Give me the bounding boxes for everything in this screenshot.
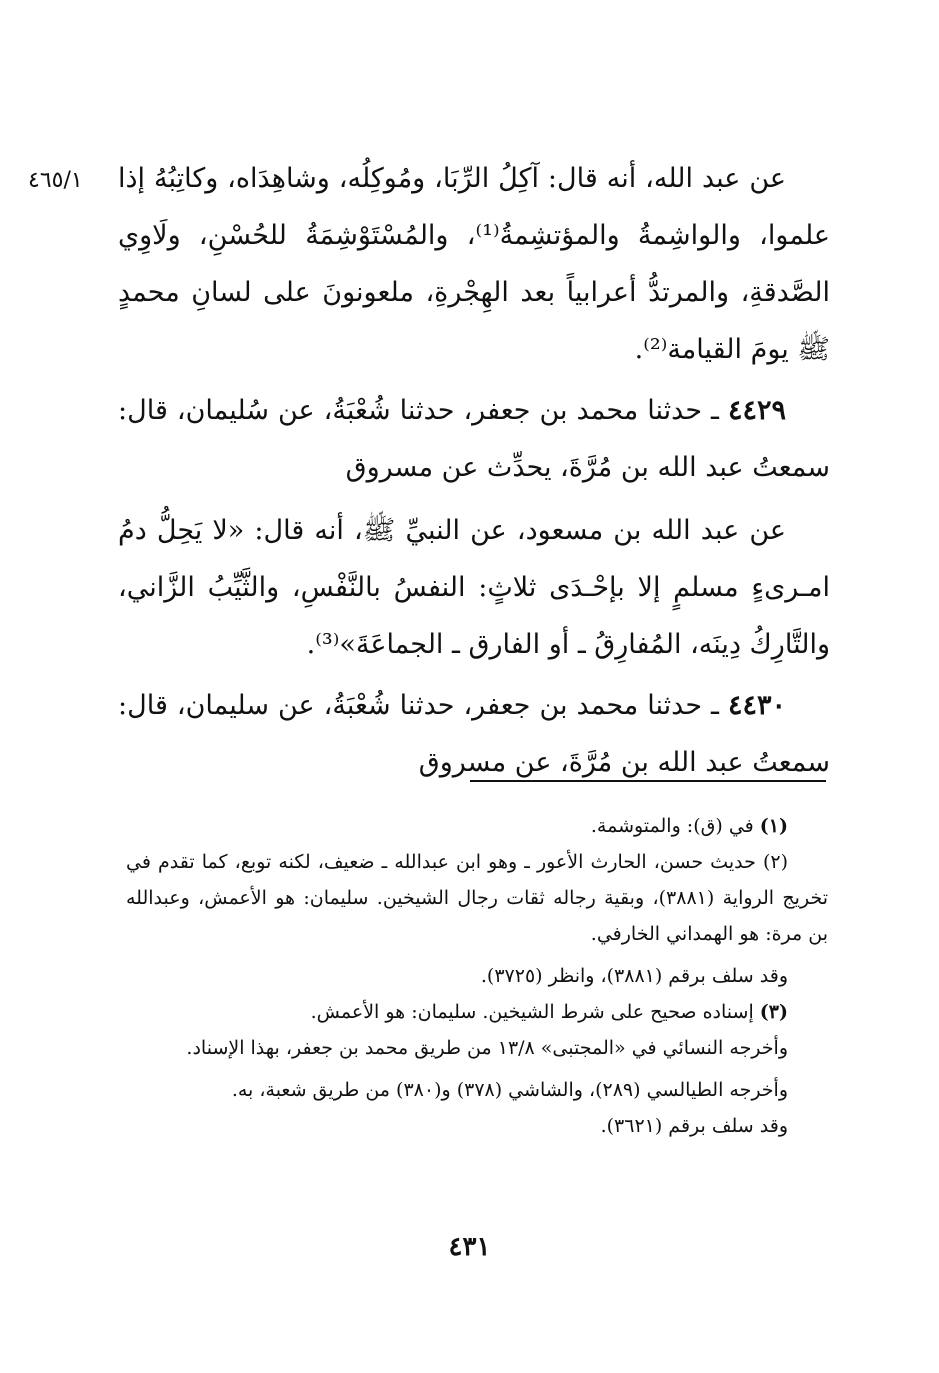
isnad-text: ـ حدثنا محمد بن جعفر، حدثنا شُعْبَةُ، عن سليمان، قال: سمعتُ عبد الله بن مُرَّةَ، عن مسروق: [118, 690, 830, 778]
hadith-4429-isnad: [118, 382, 830, 496]
footnote-3-extra-2: وأخرجه الطيالسي (٢٨٩)، والشاشي (٣٧٨) و(٣٨٠) من طريق شعبة، به.: [231, 1079, 788, 1101]
hadith-matn-continued: عن عبد الله، أنه قال: آكِلُ الرِّبَا، ومُوكِلُه، وشاهِدَاه، وكاتِبُهُ إذا علموا، والواشِمةُ والمؤتشِمةُ⁽¹⁾، والمُسْتَوْشِمَةُ للحُسْنِ، ولَاوِي الصَّدقةِ، والمرتدُّ أعرابياً بعد الهِجْرةِ، ملعونونَ على لسانِ محمدٍ ﷺ يومَ القيامة⁽²⁾.: [118, 163, 830, 365]
main-text: [118, 150, 830, 791]
footnote-3-extra-1: وأخرجه النسائي في «المجتبى» ١٣/٨ من طريق محمد بن جعفر، بهذا الإسناد.: [186, 1037, 788, 1059]
hadith-4429-matn: عن عبد الله بن مسعود، عن النبيِّ ﷺ، أنه قال: «لا يَحِلُّ دمُ امـرىءٍ مسلمٍ إلا بإحْـدَى ثلاثٍ: النفسُ بالنَّفْسِ، والثَّيِّبُ الزَّاني، والتَّارِكُ دِينَه، المُفارِقُ ـ أو الفارق ـ الجماعَةَ»⁽³⁾.: [118, 515, 830, 660]
volume-page-reference: ٤٦٥/١: [28, 168, 83, 193]
hadith-4430-isnad: [118, 677, 830, 791]
hadith-number: ٤٤٢٩: [727, 395, 786, 426]
footnote-3-extra-3: وقد سلف برقم (٣٦٢١).: [600, 1115, 788, 1137]
footnote-1: [126, 808, 828, 844]
page-number: ٤٣١: [448, 1232, 491, 1262]
footnote-2-extra: وقد سلف برقم (٣٨٨١)، وانظر (٣٧٢٥).: [480, 965, 788, 987]
footnote-text: حديث حسن، الحارث الأعور ـ وهو ابن عبدالله ـ ضعيف، لكنه توبع، كما تقدم في تخريج الرواية (٣٨٨١)، وبقية رجاله ثقات رجال الشيخين. سليمان: هو الأعمش، وعبدالله بن مرة: هو الهمداني الخارفي.: [126, 851, 829, 945]
hadith-number: ٤٤٣٠: [727, 690, 786, 721]
footnotes: [126, 808, 828, 1144]
footnote-separator: [470, 780, 826, 782]
footnote-text: في (ق): والمتوشمة.: [590, 815, 760, 837]
isnad-text: ـ حدثنا محمد بن جعفر، حدثنا شُعْبَةُ، عن سُليمان، قال: سمعتُ عبد الله بن مُرَّةَ، يحدِّث عن مسروق: [118, 395, 830, 483]
footnote-3: [126, 994, 828, 1030]
footnote-marker: (٢): [762, 851, 788, 873]
footnote-2: [126, 844, 828, 952]
footnote-marker: (٣): [759, 1001, 788, 1023]
footnote-marker: (١): [759, 815, 788, 837]
footnote-text: إسناده صحيح على شرط الشيخين. سليمان: هو الأعمش.: [310, 1001, 760, 1023]
